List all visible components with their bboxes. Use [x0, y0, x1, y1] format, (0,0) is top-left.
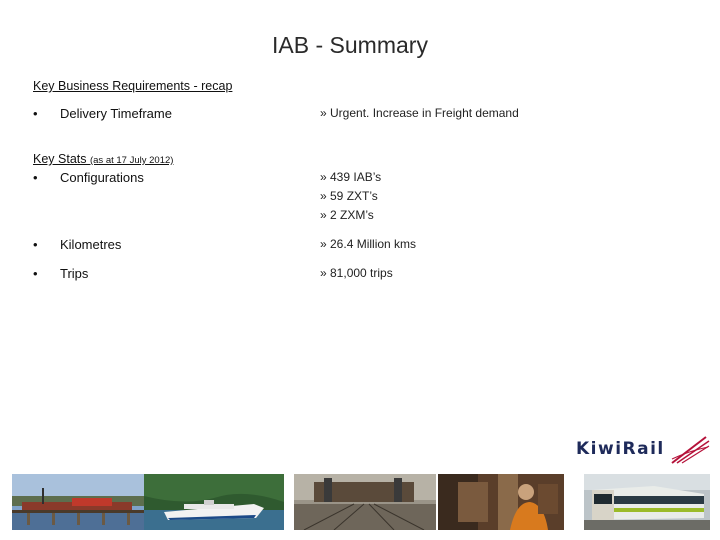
kilometres-value: » 26.4 Million kms — [320, 237, 417, 251]
rail-yard-photo — [294, 474, 436, 530]
kiwirail-swoosh-icon — [574, 433, 710, 467]
bullet-label: Trips — [60, 266, 89, 281]
photo-strip — [12, 474, 710, 530]
kiwirail-logo — [574, 433, 710, 467]
bullet-glyph: • — [33, 106, 38, 121]
trips-value: » 81,000 trips — [320, 266, 393, 280]
bullet-glyph: • — [33, 237, 38, 252]
bullet-delivery-timeframe — [33, 106, 172, 121]
config-value-zxt: » 59 ZXT’s — [320, 189, 378, 203]
config-value-zxm: » 2 ZXM’s — [320, 208, 374, 222]
worker-photo — [438, 474, 564, 530]
bullet-trips — [33, 266, 88, 281]
configurations-values — [320, 168, 381, 225]
train-on-bridge-photo — [12, 474, 144, 530]
bullet-label: Kilometres — [60, 237, 122, 252]
config-value-iab: » 439 IAB’s — [320, 170, 382, 184]
requirements-heading: Key Business Requirements - recap — [33, 79, 233, 93]
stats-heading-text: Key Stats — [33, 152, 87, 166]
kiwirail-logo-text: KiwiRail — [576, 439, 665, 459]
ferry-photo — [144, 474, 284, 530]
bullet-glyph: • — [33, 266, 38, 281]
bullet-glyph: • — [33, 170, 38, 185]
bullet-configurations — [33, 170, 144, 185]
commuter-train-photo — [584, 474, 710, 530]
stats-heading-note: (as at 17 July 2012) — [89, 155, 174, 166]
bullet-label: Configurations — [60, 170, 144, 185]
delivery-timeframe-value: » Urgent. Increase in Freight demand — [320, 106, 519, 120]
stats-heading — [33, 152, 173, 166]
bullet-label: Delivery Timeframe — [60, 106, 172, 121]
bullet-kilometres — [33, 237, 121, 252]
page-title: IAB - Summary — [272, 32, 428, 58]
